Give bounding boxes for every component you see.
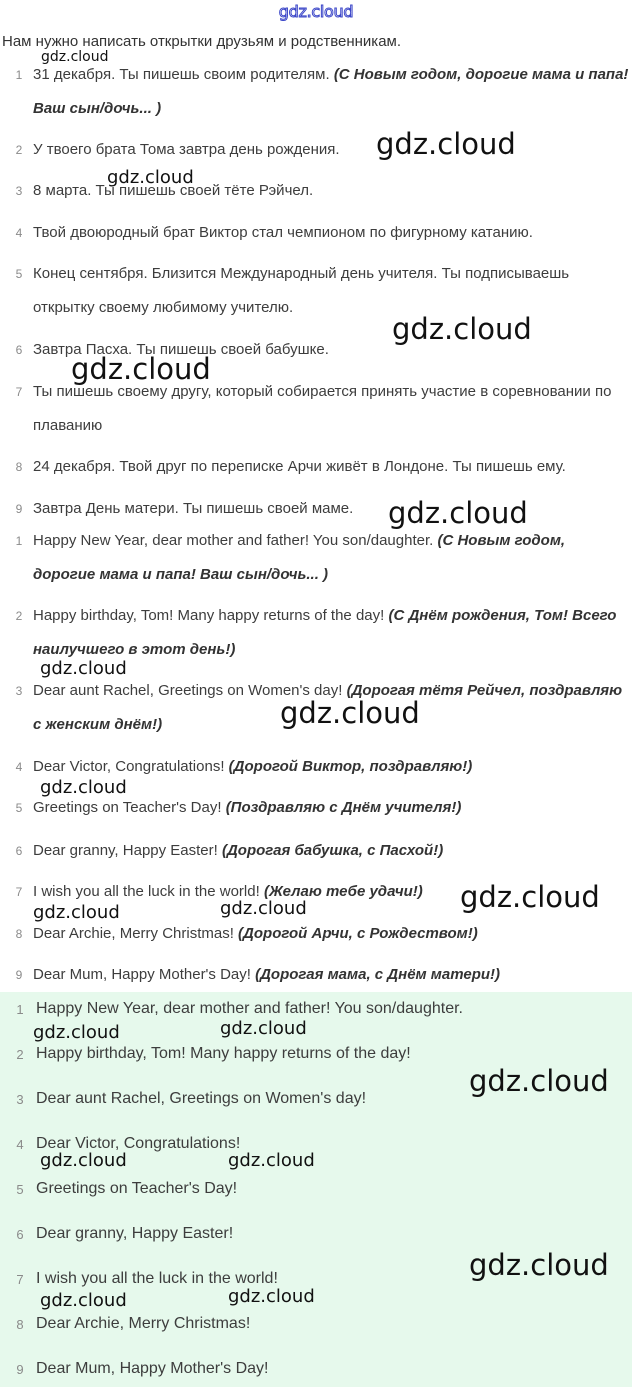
item-number: 3 xyxy=(16,1092,24,1107)
item-text: У твоего брата Тома завтра день рождения. xyxy=(33,141,340,158)
item-text: Ты пишешь своему другу, который собирается принять участие в соревновании по плаванию xyxy=(33,383,612,434)
item-number: 1 xyxy=(16,1002,24,1017)
watermark: gdz.cloud xyxy=(228,1150,315,1171)
watermark: gdz.cloud xyxy=(40,1290,127,1311)
answer-text: Dear aunt Rachel, Greetings on Women's day! xyxy=(36,1090,367,1107)
item-number: 3 xyxy=(15,684,23,698)
item-text: Greetings on Teacher's Day! (Поздравляю с Днём учителя!) xyxy=(33,799,462,816)
item-text: 8 марта. Ты пишешь своей тёте Рэйчел. xyxy=(33,182,314,199)
answer-text: Greetings on Teacher's Day! xyxy=(36,1180,238,1197)
item-number: 2 xyxy=(15,143,23,157)
item-number: 5 xyxy=(15,801,23,815)
item-number: 4 xyxy=(15,760,23,774)
watermark: gdz.cloud xyxy=(220,898,307,919)
watermark: gdz.cloud xyxy=(228,1286,315,1307)
answer-text: Happy birthday, Tom! Many happy returns of the day! xyxy=(36,1045,411,1062)
watermark: gdz.cloud xyxy=(107,167,194,188)
watermark: gdz.cloud xyxy=(460,880,600,914)
item-number: 8 xyxy=(16,1317,24,1332)
item-number: 5 xyxy=(15,267,23,281)
item-number: 2 xyxy=(16,1047,24,1062)
watermark: gdz.cloud xyxy=(280,696,420,730)
answer-text: Dear Archie, Merry Christmas! xyxy=(36,1315,251,1332)
item-number: 1 xyxy=(15,68,23,82)
watermark: gdz.cloud xyxy=(41,49,109,65)
watermark: gdz.cloud xyxy=(40,658,127,679)
item-number: 2 xyxy=(15,609,23,623)
item-text: Твой двоюродный брат Виктор стал чемпионом по фигурному катанию. xyxy=(33,224,533,241)
watermark: gdz.cloud xyxy=(71,352,211,386)
item-number: 9 xyxy=(15,502,23,516)
watermark: gdz.cloud xyxy=(33,902,120,923)
answer-text: Happy New Year, dear mother and father! You son/daughter. xyxy=(36,1000,463,1017)
watermark: gdz.cloud xyxy=(40,1150,127,1171)
item-number: 4 xyxy=(15,226,23,240)
item-text: Dear Archie, Merry Christmas! (Дорогой Арчи, с Рождеством!) xyxy=(33,925,478,942)
item-number: 8 xyxy=(15,927,23,941)
watermark: gdz.cloud xyxy=(469,1064,609,1098)
item-number: 9 xyxy=(16,1362,24,1377)
item-number: 3 xyxy=(15,184,23,198)
item-number: 8 xyxy=(15,460,23,474)
watermark: gdz.cloud xyxy=(376,127,516,161)
watermark: gdz.cloud xyxy=(469,1248,609,1282)
item-number: 9 xyxy=(15,968,23,982)
item-text: Dear Victor, Congratulations! (Дорогой Виктор, поздравляю!) xyxy=(33,758,473,775)
item-text: Happy New Year, dear mother and father! You son/daughter. (С Новым годом, дорогие мама и папа! Ваш сын/дочь... ) xyxy=(33,532,566,583)
item-text: Dear Mum, Happy Mother's Day! (Дорогая мама, с Днём матери!) xyxy=(33,966,501,983)
answer-text: I wish you all the luck in the world! xyxy=(36,1270,278,1287)
watermark: gdz.cloud xyxy=(220,1018,307,1039)
item-number: 7 xyxy=(16,1272,24,1287)
item-number: 7 xyxy=(15,885,23,899)
item-number: 5 xyxy=(16,1182,24,1197)
site-header xyxy=(0,0,632,24)
item-number: 6 xyxy=(16,1227,24,1242)
item-text: Dear granny, Happy Easter! (Дорогая бабушка, с Пасхой!) xyxy=(33,842,444,859)
item-text: Dear aunt Rachel, Greetings on Women's day! (Дорогая тётя Рейчел, поздравляю с женским днём!) xyxy=(33,682,623,733)
item-text: 31 декабря. Ты пишешь своим родителям. (С Новым годом, дорогие мама и папа! Ваш сын/дочь... ) xyxy=(33,66,629,117)
item-number: 6 xyxy=(15,343,23,357)
item-text: Завтра День матери. Ты пишешь своей маме. xyxy=(33,500,354,517)
watermark: gdz.cloud xyxy=(33,1022,120,1043)
intro-text: Нам нужно написать открытки друзьям и родственникам. xyxy=(2,33,402,50)
item-number: 7 xyxy=(15,385,23,399)
watermark: gdz.cloud xyxy=(388,496,528,530)
item-text: 24 декабря. Твой друг по переписке Арчи живёт в Лондоне. Ты пишешь ему. xyxy=(33,458,566,475)
item-text: Конец сентября. Близится Международный день учителя. Ты подписываешь открытку своему любимому учителю. xyxy=(33,265,570,316)
item-number: 1 xyxy=(15,534,23,548)
item-number: 4 xyxy=(16,1137,24,1152)
item-text: I wish you all the luck in the world! (Желаю тебе удачи!) xyxy=(33,883,423,900)
answer-text: Dear Victor, Congratulations! xyxy=(36,1135,241,1152)
watermark: gdz.cloud xyxy=(392,312,532,346)
item-text: Happy birthday, Tom! Many happy returns of the day! (С Днём рождения, Том! Всего наилучшего в этот день!) xyxy=(33,607,617,658)
item-number: 6 xyxy=(15,844,23,858)
answer-text: Dear granny, Happy Easter! xyxy=(36,1225,234,1242)
answer-text: Dear Mum, Happy Mother's Day! xyxy=(36,1360,269,1377)
answer-panel xyxy=(0,992,632,1387)
site-logo[interactable]: gdz.cloud xyxy=(278,2,354,21)
item-text: Завтра Пасха. Ты пишешь своей бабушке. xyxy=(33,341,329,358)
watermark: gdz.cloud xyxy=(40,777,127,798)
